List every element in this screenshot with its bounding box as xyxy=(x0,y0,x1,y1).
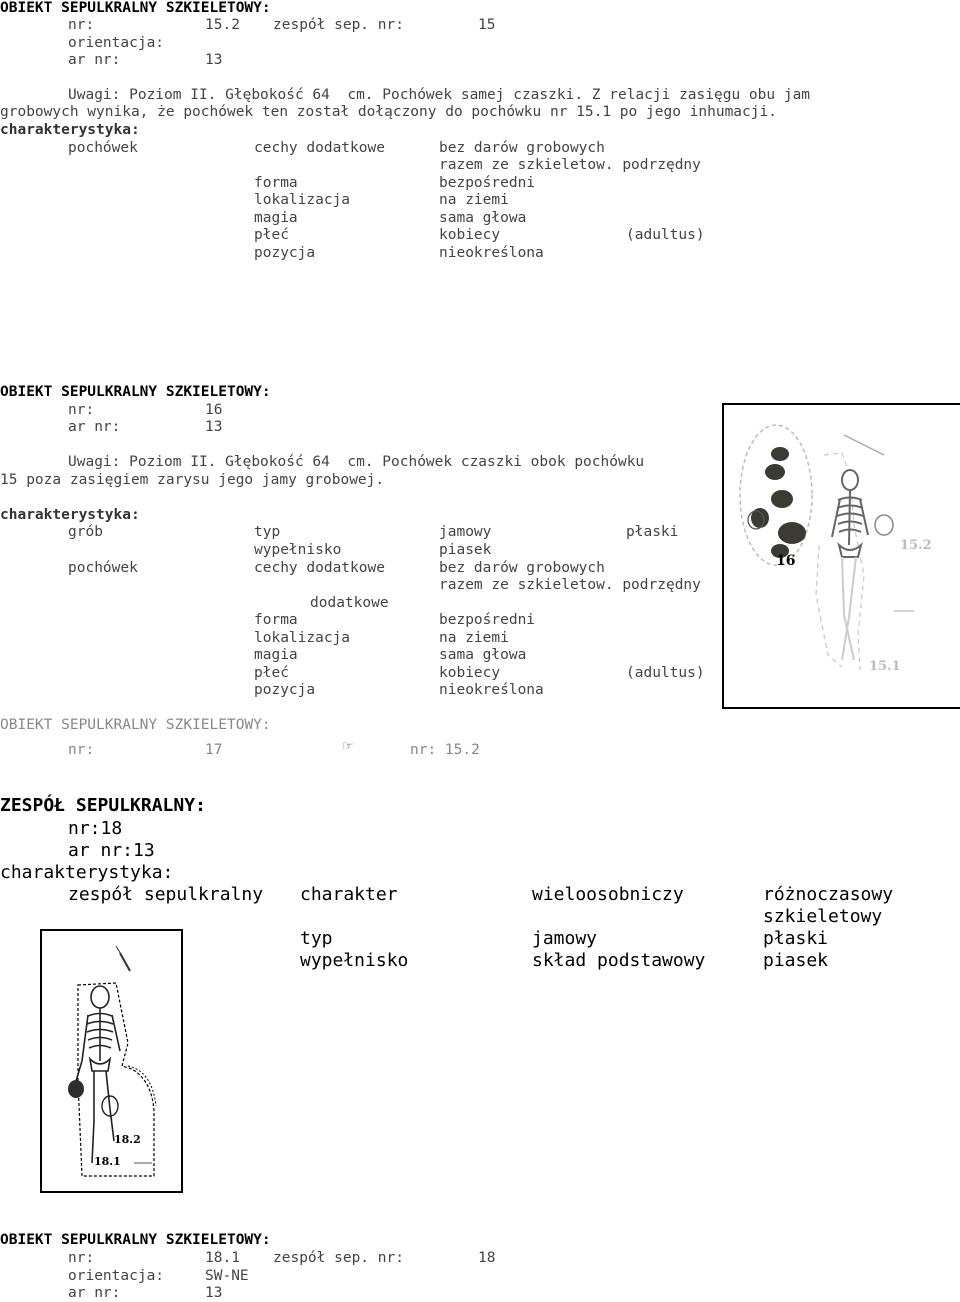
pochowek-label: pochówek xyxy=(68,560,138,576)
charakterystyka-label: charakterystyka: xyxy=(0,862,174,883)
ar-label: ar nr: xyxy=(68,52,121,68)
ar-label: ar nr: xyxy=(68,1285,121,1301)
ar-label: ar nr: xyxy=(68,419,121,435)
typ-value-2: płaski xyxy=(763,928,829,949)
ar-value: 13 xyxy=(205,1285,223,1301)
figure-label-182: 18.2 xyxy=(114,1133,141,1146)
charakterystyka-label: charakterystyka: xyxy=(0,507,140,523)
typ-label: typ xyxy=(254,524,281,540)
pozycja-label: pozycja xyxy=(254,682,316,698)
wypelnisko-label: wypełnisko xyxy=(300,950,409,971)
nr-label: nr: xyxy=(68,742,95,758)
charakter-value-2a: różnoczasowy xyxy=(763,884,894,905)
zespol-ar: ar nr:13 xyxy=(68,840,155,861)
zespol-label: zespół sep. nr: xyxy=(273,1250,404,1266)
lokalizacja-label: lokalizacja xyxy=(254,630,351,646)
typ-label: typ xyxy=(300,928,333,949)
zespol-value: 15 xyxy=(478,17,496,33)
ar-value: 13 xyxy=(205,419,223,435)
skeleton-15 xyxy=(832,470,868,557)
record-header: OBIEKT SEPULKRALNY SZKIELETOWY: xyxy=(0,0,271,16)
wypelnisko-value: piasek xyxy=(439,542,492,558)
figure-label-16: 16 xyxy=(776,553,796,569)
charakterystyka-label: charakterystyka: xyxy=(0,122,140,138)
forma-value: bezpośredni xyxy=(439,175,536,191)
plec-value: kobiecy xyxy=(439,665,501,681)
cechy-value-2: razem ze szkieletow. podrzędny xyxy=(439,577,701,593)
lokalizacja-value: na ziemi xyxy=(439,630,509,646)
figure-label-152: 15.2 xyxy=(900,538,932,553)
charakter-value: wieloosobniczy xyxy=(532,884,684,905)
charakter-label: charakter xyxy=(300,884,398,905)
figure-label-181: 18.1 xyxy=(94,1155,121,1168)
reference-nr: nr: 15.2 xyxy=(410,742,480,758)
pozycja-value: nieokreślona xyxy=(439,245,544,261)
charakter-value-2b: szkieletowy xyxy=(763,906,883,927)
cechy-label: cechy dodatkowe xyxy=(254,560,385,576)
typ-value: jamowy xyxy=(439,524,492,540)
orientacja-label: orientacja: xyxy=(68,1268,165,1284)
cechy-value-1: bez darów grobowych xyxy=(439,560,605,576)
plec-value: kobiecy xyxy=(439,227,501,243)
magia-label: magia xyxy=(254,647,298,663)
zespol-nr: nr:18 xyxy=(68,818,123,839)
orientacja-value: SW-NE xyxy=(205,1268,249,1284)
nr-value: 15.2 xyxy=(205,17,240,33)
plec-age: (adultus) xyxy=(626,665,705,681)
pochowek-label: pochówek xyxy=(68,140,138,156)
nr-label: nr: xyxy=(68,402,95,418)
magia-label: magia xyxy=(254,210,298,226)
zespol-header: ZESPÓŁ SEPULKRALNY: xyxy=(0,795,206,816)
nr-value: 17 xyxy=(205,742,223,758)
pozycja-label: pozycja xyxy=(254,245,316,261)
magia-value: sama głowa xyxy=(439,647,527,663)
cechy-value-2: razem ze szkieletow. podrzędny xyxy=(439,157,701,173)
stone xyxy=(68,1080,84,1098)
ar-value: 13 xyxy=(205,52,223,68)
grave-18-drawing xyxy=(40,929,183,1193)
orientacja-label: orientacja: xyxy=(68,35,165,51)
figure-label-151: 15.1 xyxy=(869,659,901,674)
typ-value-2: płaski xyxy=(626,524,679,540)
record-header: OBIEKT SEPULKRALNY SZKIELETOWY: xyxy=(0,717,271,733)
record-header: OBIEKT SEPULKRALNY SZKIELETOWY: xyxy=(0,1232,271,1248)
grave-16-drawing xyxy=(722,403,960,709)
cechy-value-1: bez darów grobowych xyxy=(439,140,605,156)
nr-label: nr: xyxy=(68,17,95,33)
zespol-label: zespół sepulkralny xyxy=(68,884,264,905)
grave-18-outline xyxy=(78,983,154,1176)
forma-value: bezpośredni xyxy=(439,612,536,628)
forma-label: forma xyxy=(254,175,298,191)
cechy-label: cechy dodatkowe xyxy=(254,140,385,156)
plec-age: (adultus) xyxy=(626,227,705,243)
record-header: OBIEKT SEPULKRALNY SZKIELETOWY: xyxy=(0,384,271,400)
plec-label: płeć xyxy=(254,227,289,243)
stones xyxy=(751,447,806,558)
forma-label: forma xyxy=(254,612,298,628)
pozycja-value: nieokreślona xyxy=(439,682,544,698)
uwagi-line-1: Uwagi: Poziom II. Głębokość 64 cm. Pochówek samej czaszki. Z relacji zasięgu obu jam xyxy=(68,87,811,103)
nr-value: 16 xyxy=(205,402,223,418)
knife-icon xyxy=(844,435,884,455)
nr-label: nr: xyxy=(68,1250,95,1266)
vessel-icon xyxy=(875,515,893,535)
plec-label: płeć xyxy=(254,665,289,681)
pointing-hand-icon: ☞ xyxy=(343,736,353,755)
wypelnisko-value-2: piasek xyxy=(763,950,829,971)
uwagi-line-1: Uwagi: Poziom II. Głębokość 64 cm. Pochówek czaszki obok pochówku xyxy=(68,454,645,470)
lokalizacja-label: lokalizacja xyxy=(254,192,351,208)
zespol-value: 18 xyxy=(478,1250,496,1266)
uwagi-line-2: 15 poza zasięgiem zarysu jego jamy grobowej. xyxy=(0,472,385,488)
magia-value: sama głowa xyxy=(439,210,527,226)
grob-label: grób xyxy=(68,524,103,540)
zespol-label: zespół sep. nr: xyxy=(273,17,404,33)
dodatkowe-label: dodatkowe xyxy=(310,595,389,611)
lokalizacja-value: na ziemi xyxy=(439,192,509,208)
typ-value: jamowy xyxy=(532,928,598,949)
wypelnisko-label: wypełnisko xyxy=(254,542,342,558)
uwagi-line-2: grobowych wynika, że pochówek ten został dołączony do pochówku nr 15.1 po jego inhumacji. xyxy=(0,104,777,120)
wypelnisko-value: skład podstawowy xyxy=(532,950,706,971)
nr-value: 18.1 xyxy=(205,1250,240,1266)
